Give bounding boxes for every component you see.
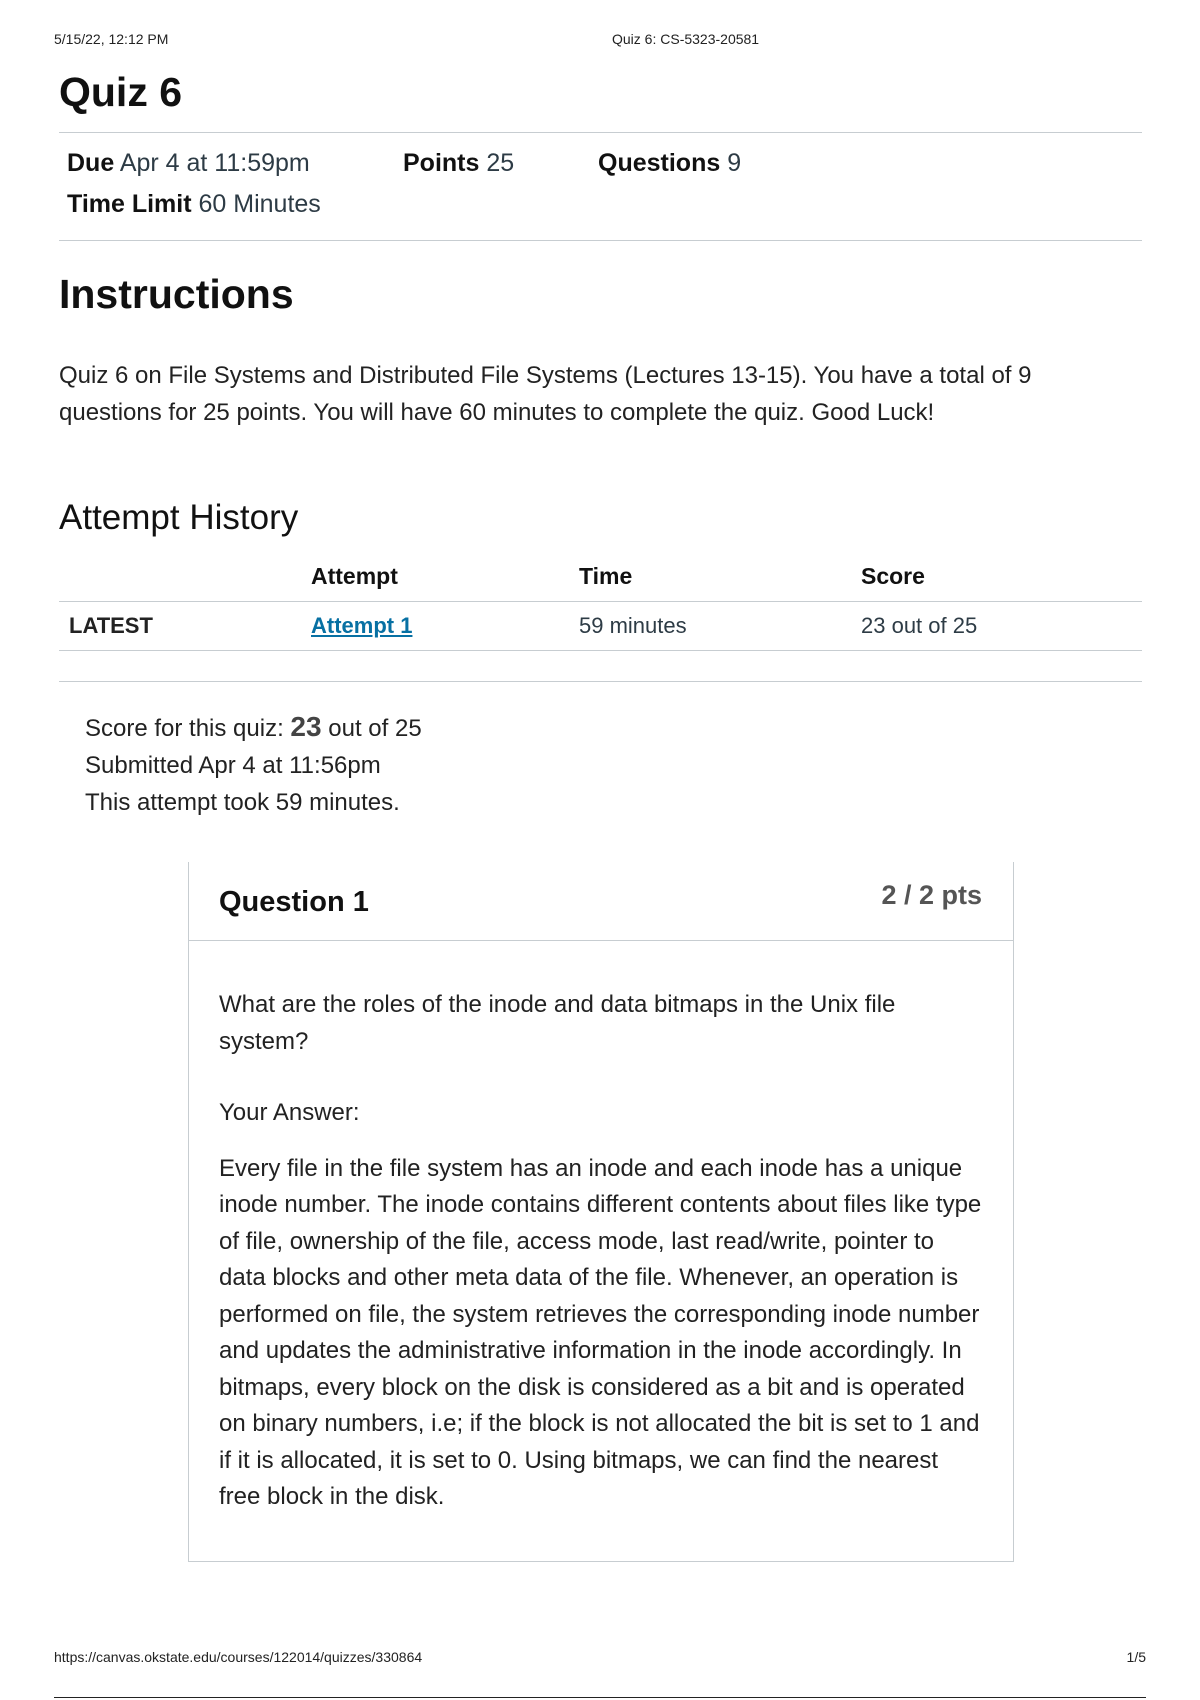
points-value: 25	[486, 149, 515, 177]
submitted-time: Submitted Apr 4 at 11:56pm	[85, 752, 381, 779]
your-answer-label: Your Answer:	[219, 1099, 360, 1126]
print-footer	[54, 1649, 1146, 1667]
time-limit-value: 60 Minutes	[198, 190, 321, 218]
instructions-text: Quiz 6 on File Systems and Distributed File Systems (Lectures 13-15). You have a total of 9 questions for 25 points. You will have 60 minutes to complete the quiz. Good Luck!	[59, 362, 1032, 426]
column-header-tag	[59, 561, 301, 602]
time-limit-label: Time Limit	[67, 190, 192, 218]
page-title: Quiz 6	[59, 69, 183, 115]
table-row	[59, 602, 1142, 651]
print-datetime: 5/15/22, 12:12 PM	[54, 31, 169, 47]
latest-tag: LATEST	[59, 602, 301, 651]
column-header-score: Score	[851, 561, 1142, 602]
questions-label: Questions	[598, 149, 721, 177]
page-number: 1/5	[1126, 1649, 1146, 1665]
question-header	[189, 862, 1013, 941]
question-card	[188, 862, 1014, 1562]
divider	[59, 681, 1142, 682]
time-limit	[67, 190, 321, 219]
attempt-cell	[301, 602, 569, 651]
bottom-divider	[54, 1697, 1146, 1698]
score-value: 23	[290, 711, 322, 742]
quiz-details	[59, 133, 1142, 240]
question-title: Question 1	[219, 886, 369, 918]
points-label: Points	[403, 149, 480, 177]
score-cell: 23 out of 25	[851, 602, 1142, 651]
score-suffix: out of 25	[328, 715, 422, 742]
question-points: 2 / 2 pts	[881, 880, 982, 910]
question-prompt: What are the roles of the inode and data bitmaps in the Unix file system?	[219, 991, 896, 1055]
print-page-title: Quiz 6: CS-5323-20581	[612, 31, 760, 47]
score-prefix: Score for this quiz:	[85, 715, 284, 742]
attempt-history-table	[59, 561, 1142, 651]
attempt-summary	[85, 708, 1142, 821]
column-header-time: Time	[569, 561, 851, 602]
instructions-heading: Instructions	[59, 271, 294, 317]
time-cell: 59 minutes	[569, 602, 851, 651]
print-header	[54, 31, 1146, 49]
due-value: Apr 4 at 11:59pm	[119, 149, 310, 177]
score-line	[85, 708, 1142, 747]
points	[403, 149, 514, 178]
answer-text: Every file in the file system has an inode and each inode has a unique inode number. The inode contains different contents about files like type of file, ownership of the file, access mode, last read/write, pointer to data blocks and other meta data of the file. Whenever, an operation is performed on file, the system retrieves the corresponding inode number and updates the administrative information in the inode accordingly. In bitmaps, every block on the disk is considered as a bit and is operated on binary numbers, i.e; if the block is not allocated the bit is set to 1 and if it is allocated, it is set to 0. Using bitmaps, we can find the nearest free block in the disk.	[219, 1154, 982, 1510]
questions-value: 9	[727, 149, 742, 177]
page-url: https://canvas.okstate.edu/courses/122014/quizzes/330864	[54, 1649, 423, 1665]
attempt-duration: This attempt took 59 minutes.	[85, 789, 400, 816]
questions-count	[598, 149, 741, 178]
attempt-1-link[interactable]: Attempt 1	[311, 613, 413, 638]
table-header-row	[59, 561, 1142, 602]
quiz-page	[59, 60, 1142, 821]
due-date	[67, 149, 310, 178]
column-header-attempt: Attempt	[301, 561, 569, 602]
question-body	[189, 941, 1013, 1516]
attempt-history-heading: Attempt History	[59, 498, 299, 537]
due-label: Due	[67, 149, 115, 177]
